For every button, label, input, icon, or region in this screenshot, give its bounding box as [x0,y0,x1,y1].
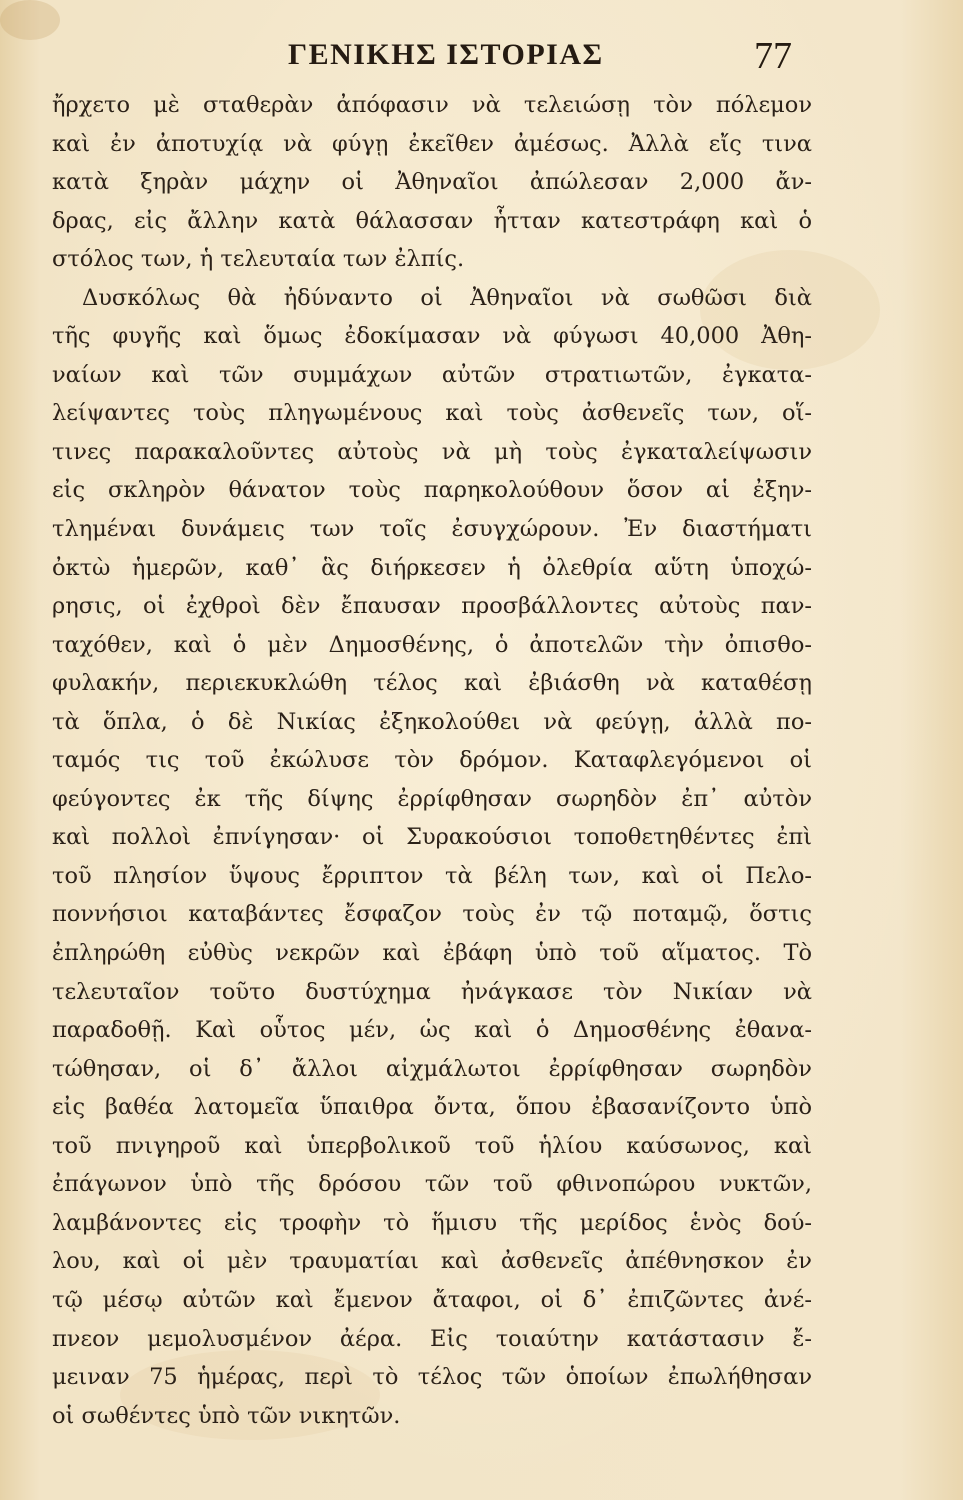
text-line: φεύγοντες ἐκ τῆς δίψης ἐρρίφθησαν σωρηδὸν ἐπ᾽ αὐτὸν [52,785,812,812]
text-line: κατὰ ξηρὰν μάχην οἱ Ἀθηναῖοι ἀπώλεσαν 2,000 ἄν- [52,169,812,196]
text-line: τὰ ὅπλα, ὁ δὲ Νικίας ἐξηκολούθει νὰ φεύγῃ, ἀλλὰ πο- [52,708,812,735]
text-line: ἐπάγωνον ὑπὸ τῆς δρόσου τῶν τοῦ φθινοπώρου νυκτῶν, [52,1171,812,1198]
text-line: τῆς φυγῆς καὶ ὅμως ἐδοκίμασαν νὰ φύγωσι 40,000 Ἀθη- [52,323,812,350]
text-line: τελευταῖον τοῦτο δυστύχημα ἠνάγκασε τὸν Νικίαν νὰ [52,978,812,1005]
text-line: λαμβάνοντες εἰς τροφὴν τὸ ἥμισυ τῆς μερίδος ἑνὸς δού- [52,1209,812,1236]
body-text [52,86,812,1435]
text-line: φυλακήν, περιεκυκλώθη τέλος καὶ ἐβιάσθη νὰ καταθέσῃ [52,670,812,697]
text-line: καὶ ἐν ἀποτυχίᾳ νὰ φύγῃ ἐκεῖθεν ἀμέσως. Ἀλλὰ εἴς τινα [52,130,812,157]
text-line: μειναν 75 ἡμέρας, περὶ τὸ τέλος τῶν ὁποίων ἐπωλήθησαν [52,1364,812,1391]
text-line: εἰς βαθέα λατομεῖα ὕπαιθρα ὄντα, ὅπου ἐβασανίζοντο ὑπὸ [52,1094,812,1121]
text-line: ταχόθεν, καὶ ὁ μὲν Δημοσθένης, ὁ ἀποτελῶν τὴν ὀπισθο- [52,631,812,658]
text-line: ἐπληρώθη εὐθὺς νεκρῶν καὶ ἐβάφη ὑπὸ τοῦ αἵματος. Τὸ [52,940,812,967]
text-line: ναίων καὶ τῶν συμμάχων αὐτῶν στρατιωτῶν, ἐγκατα- [52,361,812,388]
text-line: οἱ σωθέντες ὑπὸ τῶν νικητῶν. [52,1402,401,1429]
text-line: τινες παρακαλοῦντες αὐτοὺς νὰ μὴ τοὺς ἐγκαταλείψωσιν [52,438,812,465]
text-line: δρας, εἰς ἄλλην κατὰ θάλασσαν ἧτταν κατεστράφη καὶ ὁ [52,207,812,234]
text-line: ρησις, οἱ ἐχθροὶ δὲν ἔπαυσαν προσβάλλοντες αὐτοὺς παν- [52,593,812,620]
text-line: ὀκτὼ ἡμερῶν, καθ᾽ ἃς διήρκεσεν ἡ ὀλεθρία αὕτη ὑποχώ- [52,554,812,581]
text-line: πνεον μεμολυσμένον ἀέρα. Εἰς τοιαύτην κατάστασιν ἔ- [52,1325,812,1352]
text-line: ἤρχετο μὲ σταθερὰν ἀπόφασιν νὰ τελειώσῃ τὸν πόλεμον [52,92,812,118]
running-head: ΓΕΝΙΚΗΣ ΙΣΤΟΡΙΑΣ [288,38,604,71]
text-line: τλημέναι δυνάμεις των τοῖς ἐσυγχώρουν. Ἐν διαστήματι [52,516,812,543]
text-line: τῷ μέσῳ αὐτῶν καὶ ἔμενον ἄταφοι, οἱ δ᾽ ἐπιζῶντες ἀνέ- [52,1286,812,1313]
text-line: στόλος των, ἡ τελευταία των ἐλπίς. [52,246,465,273]
text-line: τώθησαν, οἱ δ᾽ ἄλλοι αἰχμάλωτοι ἐρρίφθησαν σωρηδὸν [52,1055,812,1082]
text-line: Δυσκόλως θὰ ἠδύναντο οἱ Ἀθηναῖοι νὰ σωθῶσι διὰ [82,284,812,311]
page-number: 77 [754,35,792,77]
text-line: τοῦ πνιγηροῦ καὶ ὑπερβολικοῦ τοῦ ἡλίου καύσωνος, καὶ [52,1132,812,1159]
text-line: εἰς σκληρὸν θάνατον τοὺς παρηκολούθουν ὅσον αἱ ἐξην- [52,477,812,504]
text-line: παραδοθῇ. Καὶ οὗτος μέν, ὡς καὶ ὁ Δημοσθένης ἐθανα- [52,1017,812,1044]
text-line: τοῦ πλησίον ὕψους ἔρριπτον τὰ βέλη των, καὶ οἱ Πελο- [52,862,812,889]
text-line: ταμός τις τοῦ ἐκώλυσε τὸν δρόμον. Καταφλεγόμενοι οἱ [52,747,812,774]
text-line: καὶ πολλοὶ ἐπνίγησαν· οἱ Συρακούσιοι τοποθετηθέντες ἐπὶ [52,824,812,851]
page-header [0,34,963,86]
text-line: ποννήσιοι καταβάντες ἔσφαζον τοὺς ἐν τῷ ποταμῷ, ὅστις [52,901,812,928]
text-line: λου, καὶ οἱ μὲν τραυματίαι καὶ ἀσθενεῖς ἀπέθνησκον ἐν [52,1248,812,1275]
text-line: λείψαντες τοὺς πληγωμένους καὶ τοὺς ἀσθενεῖς των, οἵ- [52,400,812,427]
